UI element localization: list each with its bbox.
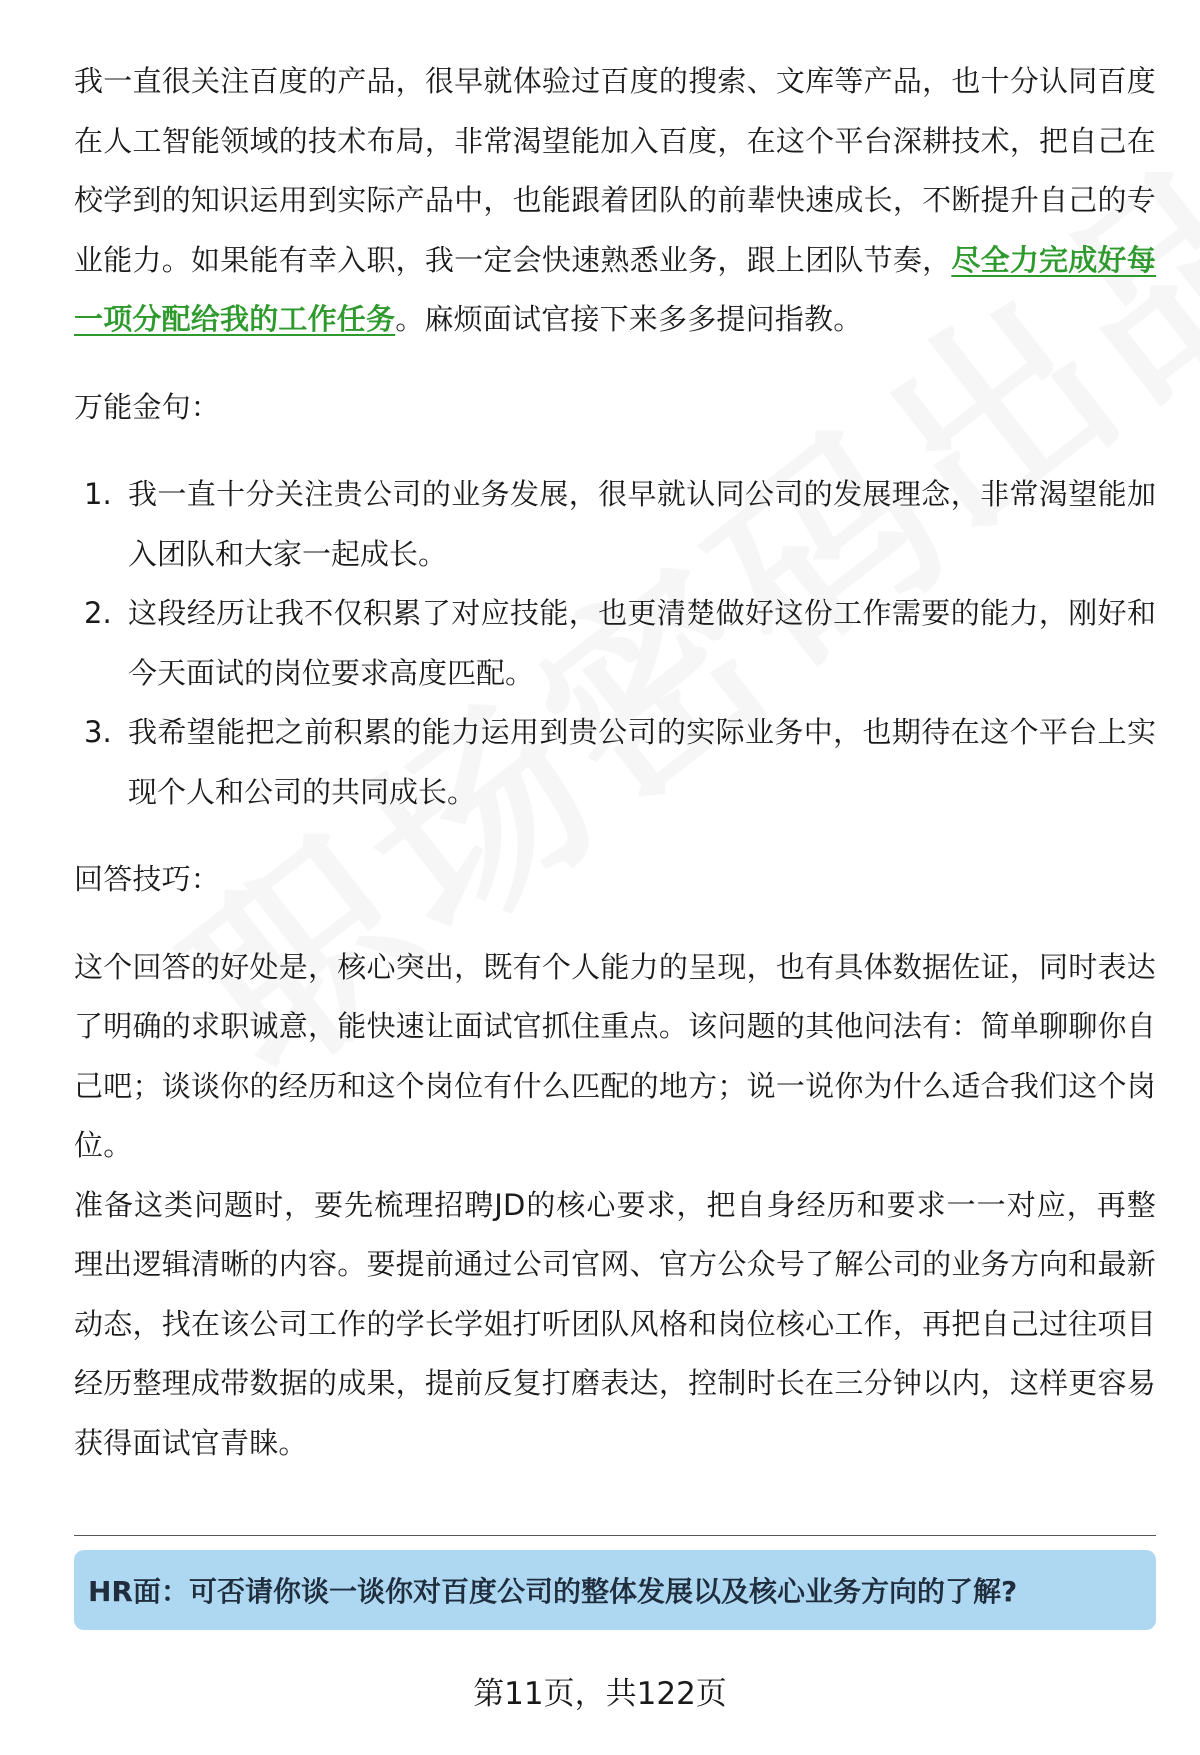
- list-item: [74, 703, 1156, 822]
- list-item-number: 1.: [84, 477, 112, 511]
- section-divider: [74, 1535, 1156, 1536]
- list-item-text: 我希望能把之前积累的能力运用到贵公司的实际业务中，也期待在这个平台上实现个人和公司的共同成长。: [128, 715, 1156, 809]
- intro-highlight: 尽全力完成好每一项分配给我的工作任务: [74, 242, 1156, 336]
- list-item-text: 我一直十分关注贵公司的业务发展，很早就认同公司的发展理念，非常渴望能加入团队和大家一起成长。: [128, 477, 1156, 571]
- intro-text: 我一直很关注百度的产品，很早就体验过百度的搜索、文库等产品，也十分认同百度在人工智能领域的技术布局，非常渴望能加入百度，在这个平台深耕技术，把自己在校学到的知识运用到实际产品中，也能跟着团队的前辈快速成长，不断提升自己的专业能力。如果能有幸入职，我一定会快速熟悉业务，跟上团队节奏，: [74, 64, 1156, 277]
- intro-text-end: 。麻烦面试官接下来多多提问指教。: [395, 302, 863, 336]
- tips-paragraph: 准备这类问题时，要先梳理招聘JD的核心要求，把自身经历和要求一一对应，再整理出逻辑清晰的内容。要提前通过公司官网、官方公众号了解公司的业务方向和最新动态，找在该公司工作的学长学姐打听团队风格和岗位核心工作，再把自己过往项目经历整理成带数据的成果，提前反复打磨表达，控制时长在三分钟以内，这样更容易获得面试官青睐。: [74, 1187, 1156, 1460]
- golden-sentences-label: 万能金句：: [74, 389, 221, 424]
- intro-paragraph: [74, 52, 1156, 350]
- golden-sentences-list: [74, 465, 1156, 822]
- tips-paragraph: 这个回答的好处是，核心突出，既有个人能力的呈现，也有具体数据佐证，同时表达了明确的求职诚意，能快速让面试官抓住重点。该问题的其他问法有：简单聊聊你自己吧；谈谈你的经历和这个岗位有什么匹配的地方；说一说你为什么适合我们这个岗位。: [74, 949, 1156, 1162]
- list-item-text: 这段经历让我不仅积累了对应技能，也更清楚做好这份工作需要的能力，刚好和今天面试的岗位要求高度匹配。: [128, 596, 1156, 690]
- list-item: [74, 584, 1156, 703]
- page-number: 第11页，共122页: [473, 1676, 727, 1712]
- list-item: [74, 465, 1156, 584]
- list-item-number: 3.: [84, 715, 112, 749]
- tips-label: 回答技巧：: [74, 862, 221, 896]
- hr-question-box: [74, 1550, 1156, 1630]
- document-body: [74, 52, 1156, 1473]
- list-item-number: 2.: [84, 596, 112, 630]
- hr-question-text: HR面：可否请你谈一谈你对百度公司的整体发展以及核心业务方向的了解?: [88, 1575, 1018, 1608]
